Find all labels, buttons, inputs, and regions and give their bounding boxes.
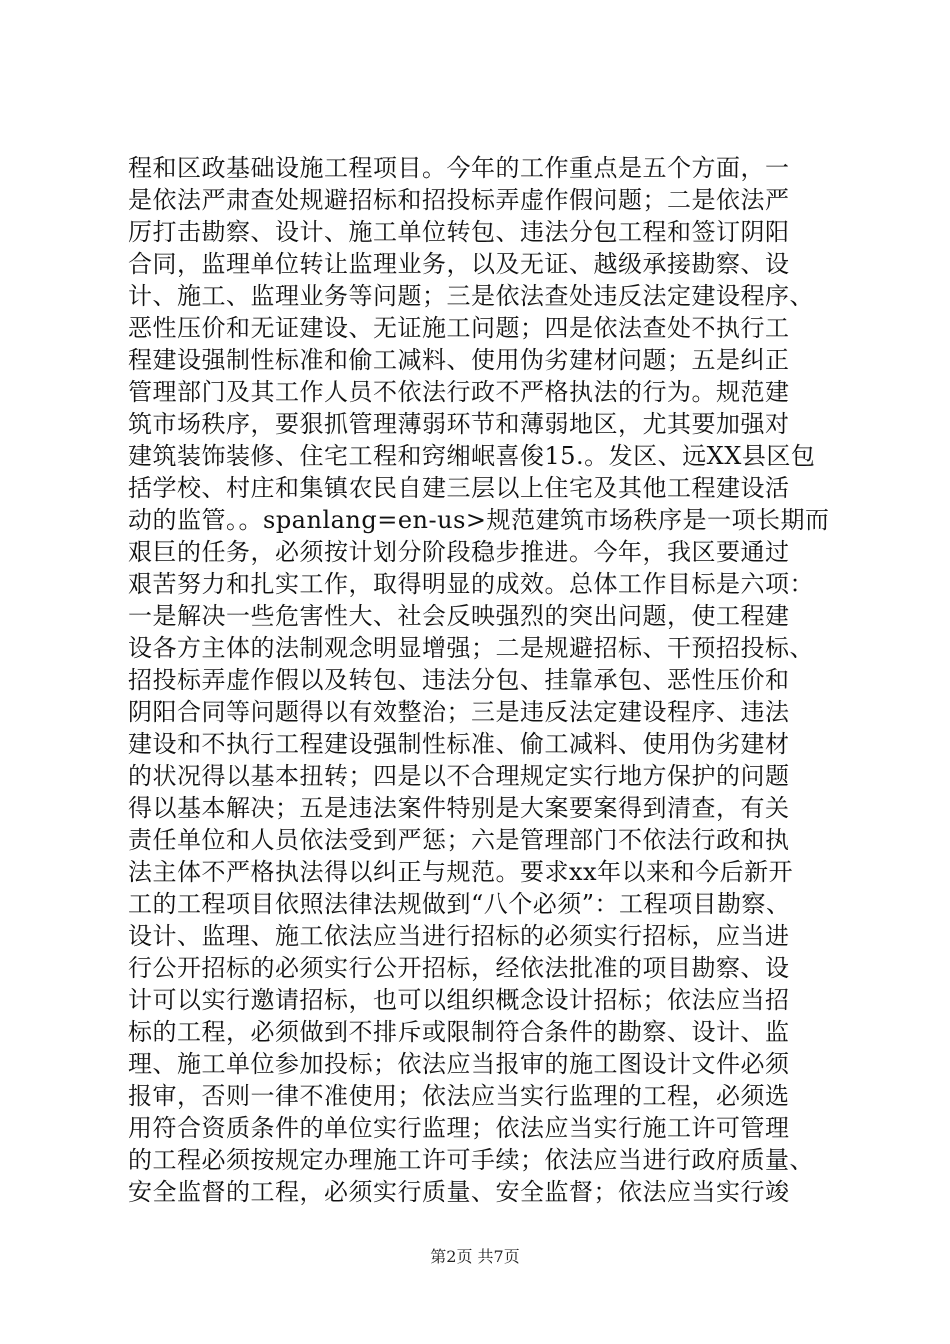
text-line: 艰苦努力和扎实工作，取得明显的成效。总体工作目标是六项： [128, 570, 814, 598]
text-line: 括学校、村庄和集镇农民自建三层以上住宅及其他工程建设活 [128, 474, 790, 502]
body-text [128, 152, 828, 1208]
text-line: 计、施工、监理业务等问题；三是依法查处违反法定建设程序、 [128, 282, 814, 310]
text-line: 招投标弄虚作假以及转包、违法分包、挂靠承包、恶性压价和 [128, 666, 790, 694]
text-line: 标的工程，必须做到不排斥或限制符合条件的勘察、设计、监 [128, 1018, 790, 1046]
text-line: 得以基本解决；五是违法案件特别是大案要案得到清查，有关 [128, 794, 790, 822]
text-line: 设各方主体的法制观念明显增强；二是规避招标、干预招投标、 [128, 634, 814, 662]
text-line: 建筑装饰装修、住宅工程和窍缃岷喜俊15.。发区、远XX县区包 [128, 442, 816, 470]
text-line: 报审，否则一律不准使用；依法应当实行监理的工程，必须选 [128, 1082, 790, 1110]
text-line: 合同，监理单位转让监理业务，以及无证、越级承接勘察、设 [128, 250, 790, 278]
text-line: 管理部门及其工作人员不依法行政不严格执法的行为。规范建 [128, 378, 790, 406]
text-line: 程建设强制性标准和偷工减料、使用伪劣建材问题；五是纠正 [128, 346, 790, 374]
text-line: 厉打击勘察、设计、施工单位转包、违法分包工程和签订阴阳 [128, 218, 790, 246]
text-line: 责任单位和人员依法受到严惩；六是管理部门不依法行政和执 [128, 826, 790, 854]
text-line: 计可以实行邀请招标，也可以组织概念设计招标；依法应当招 [128, 986, 790, 1014]
text-line: 的状况得以基本扭转；四是以不合理规定实行地方保护的问题 [128, 762, 790, 790]
text-line: 恶性压价和无证建设、无证施工问题；四是依法查处不执行工 [128, 314, 790, 342]
text-line: 工的工程项目依照法律法规做到“八个必须”：工程项目勘察、 [128, 890, 791, 918]
text-line: 设计、监理、施工依法应当进行招标的必须实行招标，应当进 [128, 922, 790, 950]
text-line: 法主体不严格执法得以纠正与规范。要求xx年以来和今后新开 [128, 858, 794, 886]
text-line: 一是解决一些危害性大、社会反映强烈的突出问题，使工程建 [128, 602, 790, 630]
text-line: 艰巨的任务，必须按计划分阶段稳步推进。今年，我区要通过 [128, 538, 790, 566]
text-line: 筑市场秩序，要狠抓管理薄弱环节和薄弱地区，尤其要加强对 [128, 410, 790, 438]
text-line: 阴阳合同等问题得以有效整治；三是违反法定建设程序、违法 [128, 698, 790, 726]
text-line: 动的监管。。spanlang=en-us>规范建筑市场秩序是一项长期而 [128, 506, 830, 534]
text-line: 用符合资质条件的单位实行监理；依法应当实行施工许可管理 [128, 1114, 790, 1142]
text-line: 理、施工单位参加投标；依法应当报审的施工图设计文件必须 [128, 1050, 790, 1078]
page-number-footer: 第2页 共7页 [430, 1247, 520, 1266]
text-line: 的工程必须按规定办理施工许可手续；依法应当进行政府质量、 [128, 1146, 814, 1174]
text-line: 安全监督的工程，必须实行质量、安全监督；依法应当实行竣 [128, 1178, 790, 1206]
text-line: 建设和不执行工程建设强制性标准、偷工减料、使用伪劣建材 [128, 730, 790, 758]
text-line: 行公开招标的必须实行公开招标，经依法批准的项目勘察、设 [128, 954, 790, 982]
text-line: 是依法严肃查处规避招标和招投标弄虚作假问题；二是依法严 [128, 186, 790, 214]
text-line: 程和区政基础设施工程项目。今年的工作重点是五个方面，一 [128, 154, 790, 182]
